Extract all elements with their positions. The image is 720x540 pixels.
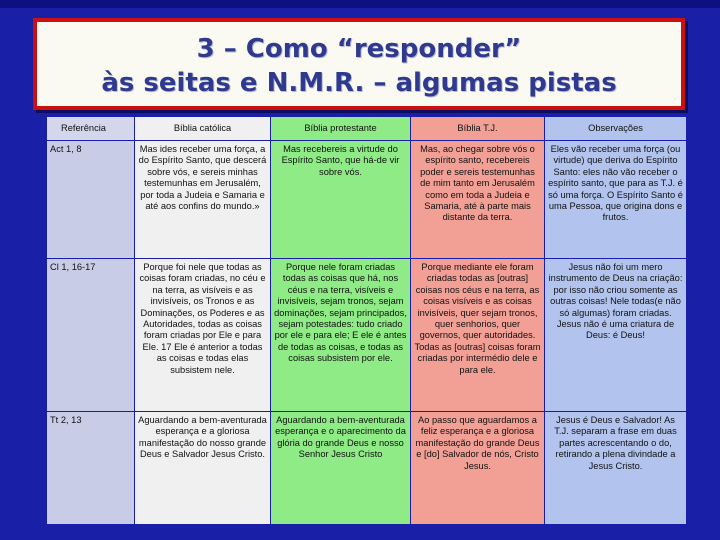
slide-title-line-1: 3 – Como “responder” [196,34,522,64]
cell-observacoes: Eles vão receber uma força (ou virtude) que deriva do Espírito Santo: eles não vão receber o espírito santo, que para as T.J. é só uma força. O Espírito Santo é uma Pessoa, que origina dons e frutos. [545,141,687,259]
cell-tj: Ao passo que aguardamos a feliz esperança e a gloriosa manifestação do grande Deus e [do] Salvador de nós, Cristo Jesus. [411,412,545,525]
table-row [47,412,687,525]
cell-catolica: Porque foi nele que todas as coisas foram criadas, no céu e na terra, as visíveis e as invisíveis, os Tronos e as Dominações, os Poderes e as Autoridades, todas as coisas foram criadas por Ele e para Ele. 17 Ele é anterior a todas as coisas e todas elas subsistem nele. [135,259,271,412]
cell-referencia: Act 1, 8 [47,141,135,259]
table-header-row [47,117,687,141]
header-referencia: Referência [47,117,135,141]
header-biblia-protestante: Bíblia protestante [271,117,411,141]
cell-tj: Mas, ao chegar sobre vós o espírito santo, recebereis poder e sereis testemunhas de mim tanto em Jerusalém como em toda a Judeia e Samaria, até à parte mais distante da terra. [411,141,545,259]
slide-title-box [33,18,685,110]
top-frame-bar [0,0,720,8]
header-biblia-tj: Bíblia T.J. [411,117,545,141]
table-row [47,141,687,259]
cell-referencia: Cl 1, 16-17 [47,259,135,412]
cell-observacoes: Jesus não foi um mero instrumento de Deus na criação: por isso não criou somente as outras coisas! Nele todas(e não só algumas) foram criadas. Jesus não é uma criatura de Deus: é Deus! [545,259,687,412]
cell-observacoes: Jesus é Deus e Salvador! As T.J. separam a frase em duas partes acrescentando o do, retirando a plena divindade a Jesus Cristo. [545,412,687,525]
cell-catolica: Aguardando a bem-aventurada esperança e a gloriosa manifestação do nosso grande Deus e Salvador Jesus Cristo. [135,412,271,525]
cell-protestante: Porque nele foram criadas todas as coisas que há, nos céus e na terra, visíveis e invisíveis, sejam tronos, sejam dominações, sejam principados, sejam potestades: tudo criado por ele e para ele; E ele é antes de todas as coisas, e todas as coisas subsistem por ele. [271,259,411,412]
comparison-table [46,116,687,525]
slide-title-line-2: às seitas e N.M.R. – algumas pistas [101,68,617,98]
cell-tj: Porque mediante ele foram criadas todas as [outras] coisas nos céus e na terra, as coisas visíveis e as coisas invisíveis, quer sejam tronos, quer senhorios, quer governos, quer autoridades. Todas as [outras] coisas foram criadas por intermédio dele e para ele. [411,259,545,412]
table-row [47,259,687,412]
header-observacoes: Observações [545,117,687,141]
cell-referencia: Tt 2, 13 [47,412,135,525]
cell-catolica: Mas ides receber uma força, a do Espírito Santo, que descerá sobre vós, e sereis minhas testemunhas em Jerusalém, por toda a Judeia e Samaria e até aos confins do mundo.» [135,141,271,259]
cell-protestante: Mas recebereis a virtude do Espírito Santo, que há-de vir sobre vós. [271,141,411,259]
header-biblia-catolica: Bíblia católica [135,117,271,141]
cell-protestante: Aguardando a bem-aventurada esperança e o aparecimento da glória do grande Deus e nosso Senhor Jesus Cristo [271,412,411,525]
